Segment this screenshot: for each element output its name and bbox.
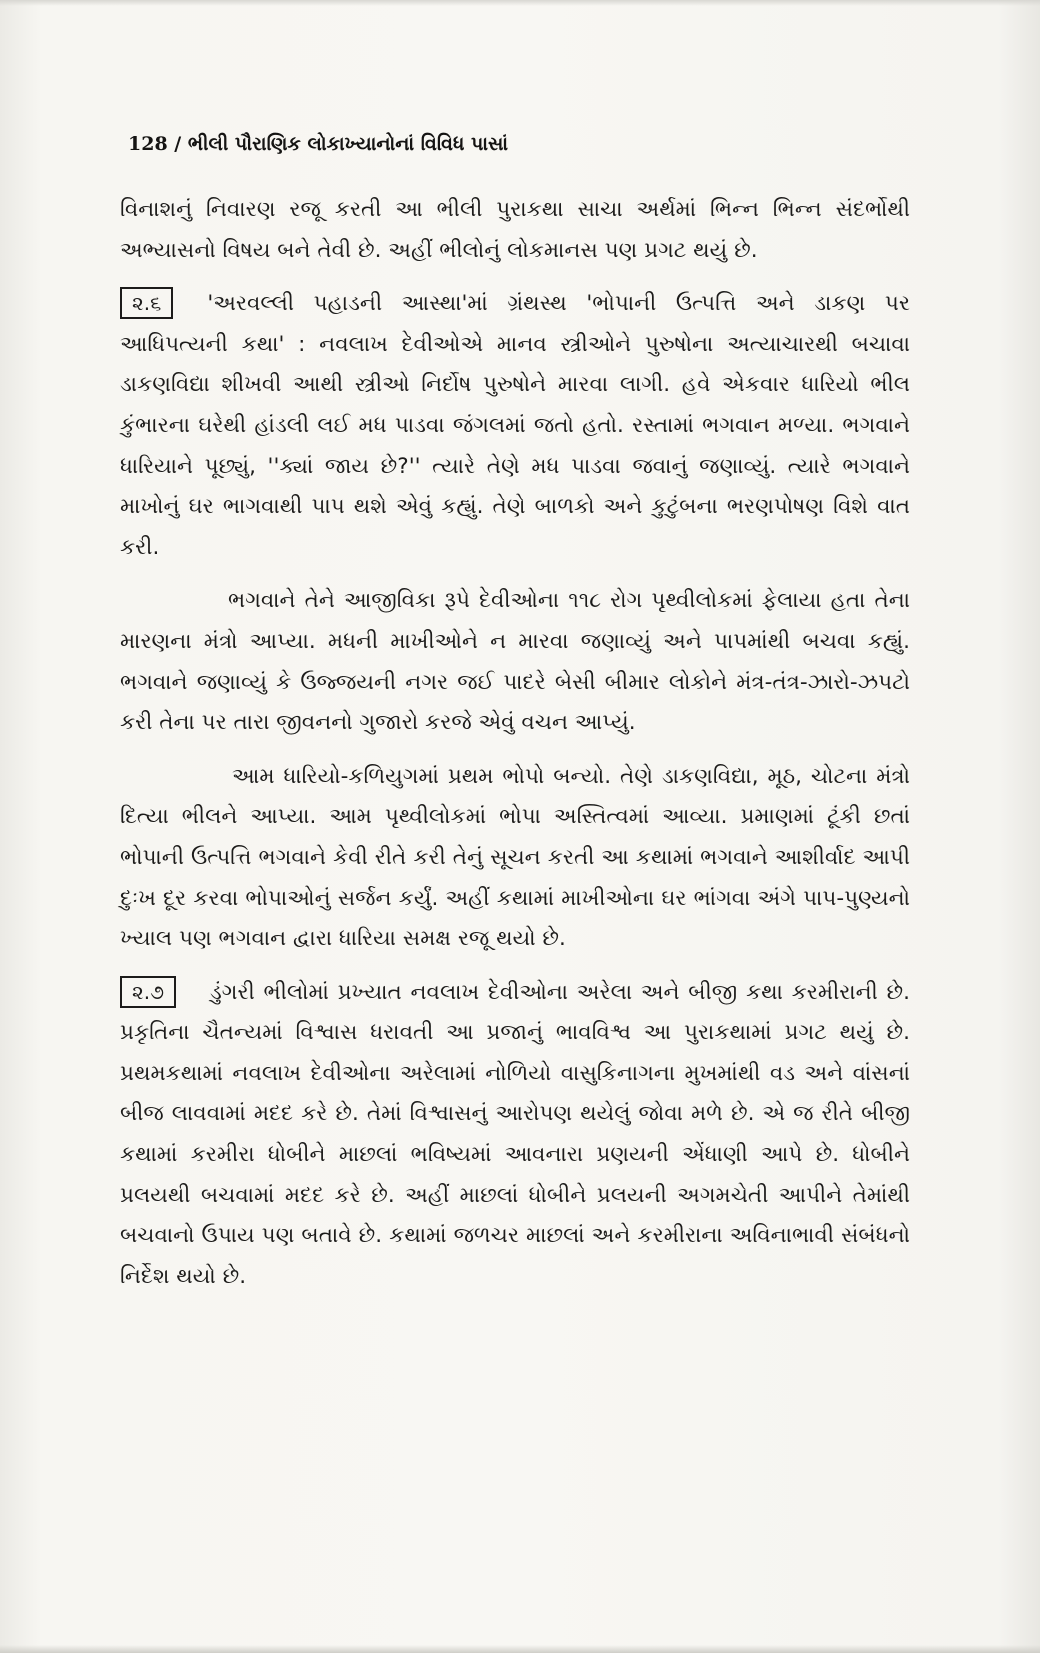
page-body: [120, 190, 910, 1297]
section-number-box: ૨.૭: [120, 976, 176, 1008]
paragraph-livelihood: ભગવાને તેને આજીવિકા રૂપે દેવીઓના ૧૧૮ રોગ પૃથ્વીલોકમાં ફેલાયા હતા તેના મારણના મંત્રો આપ્યા. મધની માખીઓને ન મારવા જણાવ્યું અને પાપમાંથી બચવા કહ્યું. ભગવાને જણાવ્યું કે ઉજ્જયની નગર જઈ પાદરે બેસી બીમાર લોકોને મંત્ર-તંત્ર-ઝારો-ઝપટો કરી તેના પર તારા જીવનનો ગુજારો કરજે એવું વચન આપ્યું.: [120, 588, 910, 736]
section-text: 'અરવલ્લી પહાડની આસ્થા'માં ગ્રંથસ્થ 'ભોપાની ઉત્પત્તિ અને ડાકણ પર આધિપત્યની કથા' : નવલાખ દેવીઓએ માનવ સ્ત્રીઓને પુરુષોના અત્યાચારથી બચાવા ડાકણવિદ્યા શીખવી આથી સ્ત્રીઓ નિર્દોષ પુરુષોને મારવા લાગી. હવે એકવાર ધારિયો ભીલ કુંભારના ઘરેથી હાંડલી લઈ મધ પાડવા જંગલમાં જતો હતો. રસ્તામાં ભગવાન મળ્યા. ભગવાને ધારિયાને પૂછ્યું, ''ક્યાં જાય છે?'' ત્યારે તેણે મધ પાડવા જવાનું જણાવ્યું. ત્યારે ભગવાને માખોનું ઘર ભાગવાથી પાપ થશે એવું કહ્યું. તેણે બાળકો અને કુટુંબના ભરણપોષણ વિશે વાત કરી.: [120, 291, 910, 560]
section-number-box: ૨.૬: [120, 287, 173, 319]
paragraph-intro: વિનાશનું નિવારણ રજૂ કરતી આ ભીલી પુરાકથા સાચા અર્થમાં ભિન્ન ભિન્ન સંદર્ભોથી અભ્યાસનો વિષય બને તેવી છે. અહીં ભીલોનું લોકમાનસ પણ પ્રગટ થયું છે.: [120, 197, 910, 263]
section-text: ડુંગરી ભીલોમાં પ્રખ્યાત નવલાખ દેવીઓના અરેલા અને બીજી કથા કરમીરાની છે. પ્રકૃતિના ચૈતન્યમાં વિશ્વાસ ધરાવતી આ પ્રજાનું ભાવવિશ્વ આ પુરાકથામાં પ્રગટ થયું છે. પ્રથમકથામાં નવલાખ દેવીઓના અરેલામાં નોળિયો વાસુકિનાગના મુખમાંથી વડ અને વાંસનાં બીજ લાવવામાં મદદ કરે છે. તેમાં વિશ્વાસનું આરોપણ થયેલું જોવા મળે છે. એ જ રીતે બીજી કથામાં કરમીરા ધોબીને માછલાં ભવિષ્યમાં આવનારા પ્રણયની એંધાણી આપે છે. ધોબીને પ્રલયથી બચવામાં મદદ કરે છે. અહીં માછલાં ધોબીને પ્રલયની અગમચેતી આપીને તેમાંથી બચવાનો ઉપાય પણ બતાવે છે. કથામાં જળચર માછલાં અને કરમીરાના અવિનાભાવી સંબંધનો નિર્દેશ થયો છે.: [120, 979, 910, 1289]
section-2-6: [120, 284, 910, 568]
page-bottom-edge: [0, 1645, 1040, 1653]
running-head: 128 / ભીલી પૌરાણિક લોકાખ્યાનોનાં વિવિધ પાસાં: [128, 133, 509, 155]
page-top-edge: [0, 0, 1040, 6]
paragraph-first-bhopo: આમ ધારિયો-કળિયુગમાં પ્રથમ ભોપો બન્યો. તેણે ડાકણવિદ્યા, મૂઠ, ચોટના મંત્રો દિત્યા ભીલને આપ્યા. આમ પૃથ્વીલોકમાં ભોપા અસ્તિત્વમાં આવ્યા. પ્રમાણમાં ટૂંકી છતાં ભોપાની ઉત્પત્તિ ભગવાને કેવી રીતે કરી તેનું સૂચન કરતી આ કથામાં ભગવાને આશીર્વાદ આપી દુઃખ દૂર કરવા ભોપાઓનું સર્જન કર્યું. અહીં કથામાં માખીઓના ઘર ભાંગવા અંગે પાપ-પુણ્યનો ખ્યાલ પણ ભગવાન દ્વારા ધારિયા સમક્ષ રજૂ થયો છે.: [120, 763, 910, 952]
section-2-7: [120, 973, 910, 1298]
